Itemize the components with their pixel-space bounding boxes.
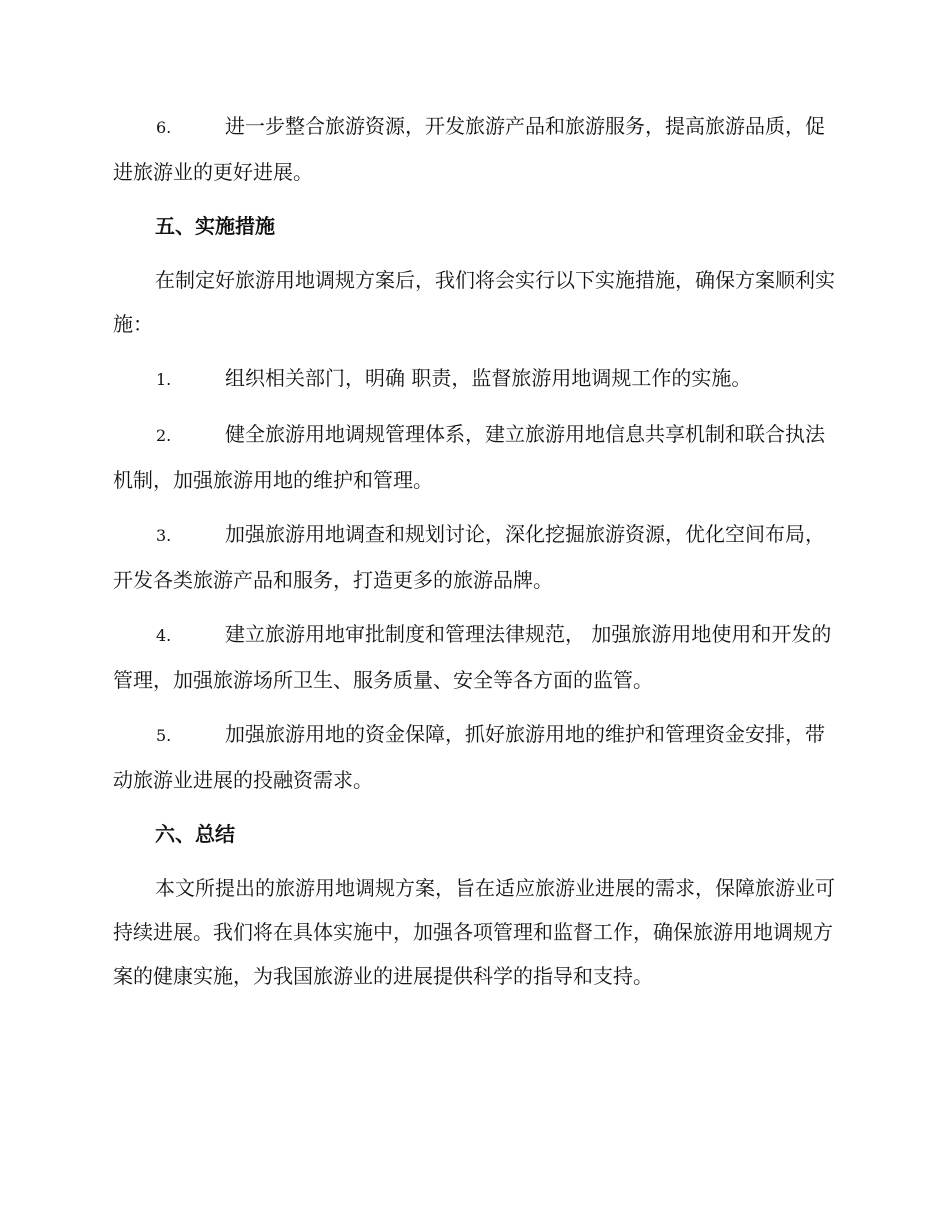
- list-item-number: 5.: [156, 726, 172, 745]
- document-page: [113, 104, 838, 1008]
- list-item-text: 进一步整合旅游资源，开发旅游产品和旅游服务，提高旅游品质，促进旅游业的更好进展。: [113, 114, 825, 184]
- list-item-text: 加强旅游用地的资金保障，抓好旅游用地的维护和管理资金安排，带动旅游业进展的投融资需求。: [113, 722, 825, 792]
- list-item: [113, 356, 838, 402]
- list-item: [113, 512, 838, 602]
- list-item-text: 组织相关部门，明确 职责，监督旅游用地调规工作的实施。: [225, 366, 752, 390]
- list-item: [113, 612, 838, 702]
- list-item: [113, 412, 838, 502]
- summary-paragraph: 本文所提出的旅游用地调规方案，旨在适应旅游业进展的需求，保障旅游业可持续进展。我们将在具体实施中，加强各项管理和监督工作，确保旅游用地调规方案的健康实施，为我国旅游业的进展提供科学的指导和支持。: [113, 876, 835, 988]
- list-item-number: 4.: [156, 626, 172, 645]
- list-item-number: 2.: [156, 426, 172, 445]
- list-item-number: 6.: [156, 118, 172, 137]
- section-heading-implementation: 五、实施措施: [155, 214, 275, 238]
- list-item: [113, 104, 838, 194]
- list-item-text: 建立旅游用地审批制度和管理法律规范， 加强旅游用地使用和开发的管理，加强旅游场所卫生、服务质量、安全等各方面的监管。: [113, 622, 832, 692]
- list-item-text: 加强旅游用地调查和规划讨论，深化挖掘旅游资源，优化空间布局，开发各类旅游产品和服务，打造更多的旅游品牌。: [113, 522, 825, 592]
- list-item-number: 1.: [156, 370, 172, 389]
- section-intro-paragraph: 在制定好旅游用地调规方案后，我们将会实行以下实施措施，确保方案顺利实施：: [113, 268, 835, 336]
- list-item-number: 3.: [156, 526, 172, 545]
- list-item: [113, 712, 838, 802]
- list-item-text: 健全旅游用地调规管理体系，建立旅游用地信息共享机制和联合执法机制，加强旅游用地的维护和管理。: [113, 422, 825, 492]
- section-heading-summary: 六、总结: [155, 822, 235, 846]
